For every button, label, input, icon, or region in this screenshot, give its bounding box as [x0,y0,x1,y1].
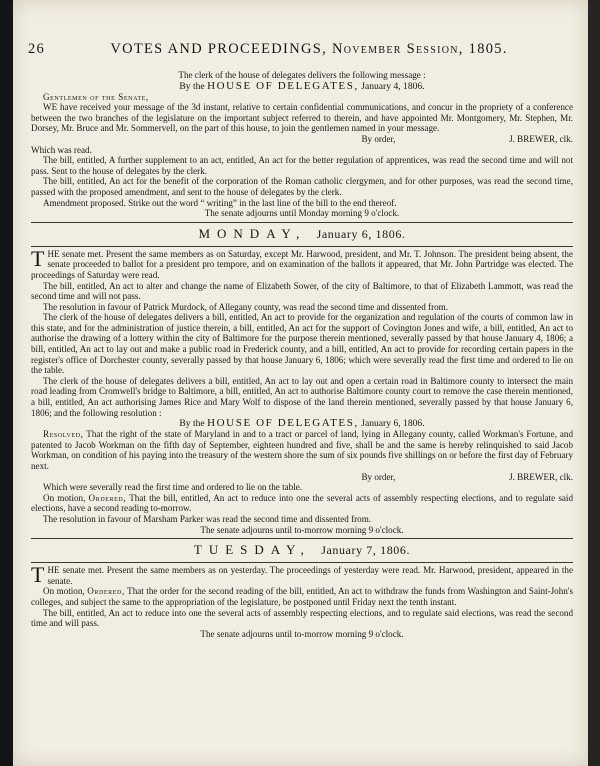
scan-edge [588,0,600,766]
monday-paragraph-2: The bill, entitled, An act to alter and change the name of Elizabeth Sower, of the city of Baltimore, to that of Elizabeth Lammott, was read the second time and will not pass. [31,280,573,302]
adjournment: The senate adjourns until to-morrow morning 9 o'clock. [200,628,404,639]
running-head [28,41,573,58]
section-divider [31,562,573,563]
day-heading-monday: MONDAY, January 6, 1806. [198,225,406,241]
resolution: Resolved, That the right of the state of Maryland in and to a tract or parcel of land, lying in Allegany county, called Workman's Fortune, and patented to Jacob Workman on the fifth day of September, eighteen hundred and five, shall be and the same is hereby relinquished to said Jacob Workman, on condition of his paying into the treasury of the western shore the sum of six pounds five shillings on or before the first day of February next. [31,429,573,471]
paragraph-amendment: Amendment proposed. Strike out the word “ writing” in the last line of the bill to the end thereof. [43,197,397,208]
page-content [31,70,573,639]
monday-paragraph-4: The clerk of the house of delegates delivers a bill, entitled, An act to provide for the organization and regulation of the courts of common law in this state, and for the administration of justice therein, a bill, entitled, An act for the support of Covington Jones and wife, a bill, entitled, An act to authorise the drawing of a lottery within the city of Baltimore for the purpose therein mentioned, severally passed by that house January 4, 1806; a bill, entitled, An act to lay out and make a public road in Frederick county, and a bill, entitled, An act to provide for recording certain papers in the register's office of Dorchester county, severally passed by that house January 6, 1806; which were severally read the first time and ordered to lie on the table. [31,312,573,376]
paragraph-clergymen: The bill, entitled, An act for the benefit of the corporation of the Roman catholic clergymen, and for other purposes, was read the second time, passed with the proposed amendment, and sent to the house of delegates by the clerk. [31,176,573,197]
paragraph-read: Which was read. [31,144,92,155]
document-page [13,0,588,766]
adjournment: The senate adjourns until to-morrow morning 9 o'clock. [200,524,404,535]
monday-paragraph-3: The resolution in favour of Patrick Murdock, of Allegany county, was read the second time and dissented from. [43,301,448,312]
message-intro: The clerk of the house of delegates delivers the following message : [178,70,426,80]
section-divider [31,222,573,223]
monday-paragraph-6: Which were severally read the first time and ordered to lie on the table. [43,482,303,493]
tuesday-paragraph-1: THE senate met. Present the same members as on yesterday. The proceedings of yesterday were read. Mr. Harwood, president, appeared in the senate. [31,562,573,588]
monday-paragraph-1: THE senate met. Present the same members as on Saturday, except Mr. Harwood, president, and Mr. T. Johnson. The president being absent, the senate proceeded to ballot for a president pro tempore, and on examination of the ballots it appeared, that Mr. John Partridge was elected. The proceedings of Saturday were read. [31,245,573,280]
section-divider [31,246,573,247]
paragraph-apprentices: The bill, entitled, A further supplement to an act, entitled, An act for the better regulation of apprentices, was read the second time and will not pass. Sent to the house of delegates by the clerk. [31,155,573,176]
tuesday-paragraph-2: On motion, Ordered, That the order for the second reading of the bill, entitled, An act to withdraw the funds from Washington and Saint-John's colleges, and subject the same to the appropriation of the legislature, be postponed until Friday next the tenth instant. [31,586,573,607]
house-of-delegates-line: By the HOUSE OF DELEGATES, January 4, 1806. [179,79,425,92]
page-title: VOTES AND PROCEEDINGS, November Session, 1805. [110,41,508,57]
salutation: Gentlemen of the Senate, [43,91,149,102]
monday-paragraph-5: The clerk of the house of delegates delivers a bill, entitled, An act to lay out and open a certain road in Baltimore county to intersect the main road leading from Cromwell's bridge to Baltimore, a bill, entitled, An act to authorise Baltimore county court to remove the case therein mentioned, a bill, entitled, An act authorising James Rice and Mary Wolf to dispose of the land therein mentioned, severally passed by that house January 6, 1806; and the following resolution : [31,375,573,418]
house-of-delegates-line: By the HOUSE OF DELEGATES, January 6, 1806. [179,417,425,430]
day-heading-tuesday: TUESDAY, January 7, 1806. [193,542,411,558]
message-body: WE have received your message of the 3d instant, relative to certain confidential communications, and concur in the propriety of a conference between the two branches of the legislature on the important subject referred to therein, and have appointed Mr. Montgomery, Mr. Stephen, Mr. Dorsey, Mr. Bruce and Mr. Sommervell, on the part of this house, to join the gentlemen named in your message. [31,102,573,134]
signature-line: By order, J. BREWER, clk. [361,471,573,482]
drop-cap: T [31,562,46,588]
monday-paragraph-8: The resolution in favour of Marsham Parker was read the second time and dissented from. [43,513,372,524]
drop-cap: T [31,245,46,271]
signature-line: By order, J. BREWER, clk. [361,133,573,144]
monday-paragraph-7: On motion, Ordered, That the bill, entitled, An act to reduce into one the several acts of assembly respecting elections, and to regulate said elections, have a second reading to-morrow. [31,492,574,514]
adjournment: The senate adjourns until Monday morning 9 o'clock. [204,208,400,219]
tuesday-paragraph-3: The bill, entitled, An act to reduce into one the several acts of assembly respecting elections, and to regulate said elections, was read the second time and will pass. [31,607,573,629]
page-number: 26 [28,41,46,57]
section-divider [31,538,573,539]
